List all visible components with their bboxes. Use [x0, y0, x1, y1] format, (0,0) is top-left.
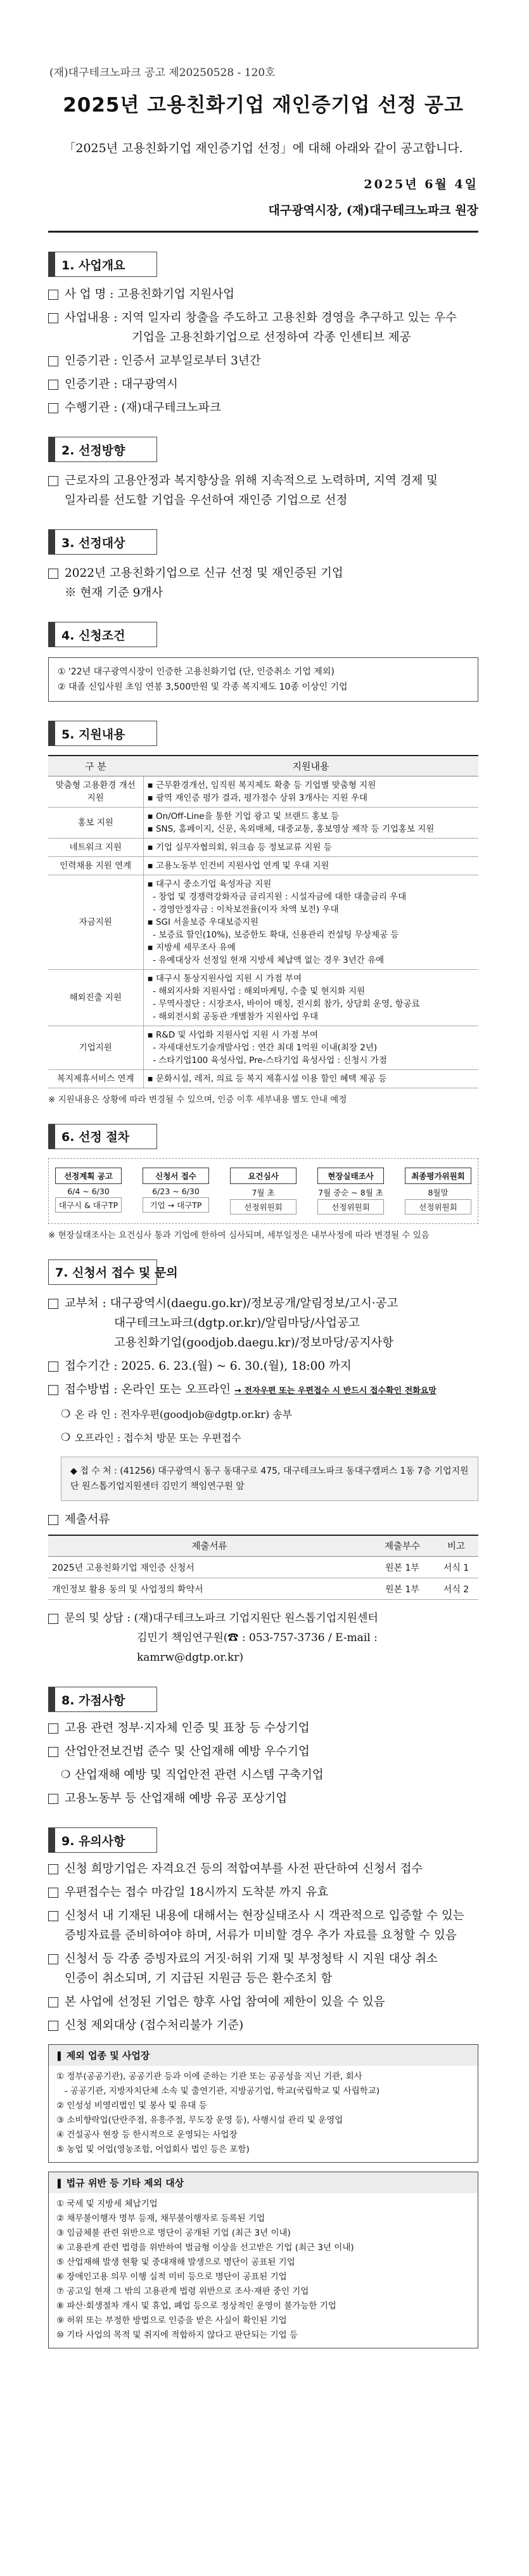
support-detail: [143, 1026, 478, 1069]
support-category: 인력채용 지원 연계: [48, 856, 143, 875]
support-detail-line: ▪ 근무환경개선, 임직원 복지제도 확충 등 기업별 맞춤형 지원: [147, 780, 376, 790]
support-footnote: ※ 지원내용은 상황에 따라 변경될 수 있으며, 인증 이후 세부내용 별도 안내 예정: [48, 1094, 347, 1105]
box-line: ③ 소비향락업(단란주점, 유흥주점, 무도장 운영 등), 사행시설 관리 및 운영업: [56, 2115, 343, 2125]
checkbox-icon: [48, 1911, 58, 1921]
checkbox-icon: [48, 2021, 58, 2031]
procedure-step-date: 8월말: [428, 1187, 449, 1197]
support-detail: [143, 776, 478, 807]
offline-item: ❍ 오프라인 : 접수처 방문 또는 우편접수: [48, 1428, 478, 1448]
table-row: [48, 1069, 478, 1088]
support-detail-line: ▪ SNS, 홈페이지, 신문, 옥외매체, 대중교통, 홍보영상 제작 등 기업홍보 지원: [147, 823, 435, 834]
checkbox-icon: [48, 1362, 58, 1372]
announcement-date: 2025년 6월 4일: [364, 177, 478, 191]
notice-number: (재)대구테크노파크 공고 제20250528 - 120호: [49, 67, 276, 79]
checkbox-icon: [48, 1747, 58, 1757]
checkbox-icon: [48, 380, 58, 390]
distribution-link[interactable]: 대구테크노파크(dgtp.or.kr)/알림마당/사업공고: [114, 1316, 360, 1330]
section-header-bonus: 8. 가점사항: [48, 1687, 157, 1712]
section-header-notes: 9. 유의사항: [48, 1827, 157, 1853]
online-email[interactable]: 온 라 인 : 전자우편(goodjob@dgtp.or.kr) 송부: [75, 1408, 293, 1420]
box-line: ⑨ 허위 또는 부정한 방법으로 인증을 받은 사실이 확인된 기업: [56, 2315, 287, 2326]
table-row: [48, 875, 478, 969]
box-title: ❚ 법규 위반 등 기타 제외 대상: [49, 2172, 478, 2193]
table-row: [48, 838, 478, 856]
support-category: 해외진출 지원: [48, 969, 143, 1026]
box-line: ⑤ 농업 및 어업(영농조합, 어업회사 법인 등은 포함): [56, 2144, 250, 2154]
condition-line: ② 대졸 신입사원 초임 연봉 3,500만원 및 각종 복지제도 10종 이상인 기업: [58, 682, 348, 692]
procedure-step-head: 요건심사: [230, 1168, 296, 1184]
support-category: 맞춤형 고용환경 개선지원: [48, 776, 143, 807]
excluded-violations-box: [48, 2172, 478, 2348]
direction-item-cont: 일자리를 선도할 기업을 우선하여 재인증 기업으로 선정: [65, 494, 348, 507]
procedure-step-role: 선정위원회: [317, 1199, 384, 1214]
support-detail-line: - 자세대선도기술개발사업 : 연간 최대 1억원 이내(최장 2년): [147, 1042, 378, 1053]
procedure-step-role: 선정위원회: [230, 1199, 296, 1214]
support-detail: [143, 856, 478, 875]
checkbox-icon: [48, 356, 58, 366]
section-bar: [49, 252, 55, 276]
procedure-step-head: 현장실태조사: [317, 1168, 384, 1184]
support-detail-line: ▪ SGI 서울보증 우대보증지원: [147, 917, 258, 927]
checkbox-icon: [48, 1954, 58, 1964]
table-header: 비고: [434, 1535, 478, 1557]
form-link[interactable]: 서식 2: [434, 1578, 478, 1600]
checkbox-icon: [48, 1794, 58, 1804]
box-body: [49, 2066, 478, 2162]
support-detail-line: - 스타기업100 육성사업, Pre-스타기업 육성사업 : 신청시 가점: [147, 1055, 387, 1066]
procedure-step: [317, 1168, 384, 1214]
support-detail-line: ▪ 고용노동부 인건비 지원사업 연계 및 우대 지원: [147, 860, 329, 871]
method-item: 접수방법 : 온라인 또는 오프라인 → 전자우편 또는 우편접수 시 반드시 접수확인 전화요망: [48, 1380, 478, 1401]
table-header: 지원내용: [143, 756, 478, 776]
support-category: 기업지원: [48, 1026, 143, 1069]
table-header-row: [48, 756, 478, 776]
bonus-item: 산업안전보건법 준수 및 산업재해 예방 우수기업: [48, 1742, 478, 1761]
note-item: 우편접수는 접수 마감일 18시까지 도착분 까지 유효: [48, 1883, 478, 1902]
procedure-step-role: 선정위원회: [405, 1199, 471, 1214]
support-detail-line: - 보증료 할인(10%), 보증한도 확대, 신용관리 컨설팅 무상제공 등: [147, 929, 399, 940]
procedure-step-date: 6/23 ~ 6/30: [152, 1186, 200, 1196]
procedure-step-role: 대구시 & 대구TP: [55, 1197, 122, 1213]
page-title: 2025년 고용친화기업 재인증기업 선정 공고: [63, 94, 464, 117]
online-item: [48, 1405, 478, 1424]
address-callout: ◆ 접 수 처 : (41256) 대구광역시 동구 동대구로 475, 대구테크노파크 동대구캠퍼스 1동 7층 기업지원단 원스톱기업지원센터 김민기 책임연구원 앞: [61, 1457, 478, 1501]
section-header-direction: 2. 선정방향: [48, 437, 157, 462]
support-detail: [143, 875, 478, 969]
support-detail-line: - 창업 및 경쟁력강화자금 금리지원 : 시설자금에 대한 대출금리 우대: [147, 891, 407, 902]
distribution-link[interactable]: 고용친화기업(goodjob.daegu.kr)/정보마당/공지사항: [114, 1336, 394, 1349]
table-row: [48, 807, 478, 838]
support-category: 네트워크 지원: [48, 838, 143, 856]
support-detail-line: - 무역사절단 : 시장조사, 바이어 매칭, 전시회 참가, 상담회 운영, 항공료: [147, 998, 420, 1009]
box-line: - 공공기관, 지방자치단체 소속 및 출연기관, 지방공기업, 학교(국립학교 및 사립학교): [56, 2086, 380, 2096]
conditions-box: [48, 657, 478, 702]
circle-icon: ❍: [61, 1407, 71, 1420]
overview-item: 사업내용 : 지역 일자리 창출을 주도하고 고용친화 경영을 추구하고 있는 우수: [48, 308, 478, 328]
procedure-step-date: 7월 초: [252, 1187, 275, 1197]
table-row: 개인정보 활용 동의 및 사업정의 확약서 원본 1부 서식 2: [48, 1578, 478, 1600]
support-detail-line: - 해외전시회 공동관 개별참가 지원사업 우대: [147, 1011, 319, 1022]
checkbox-icon: [48, 1864, 58, 1874]
excluded-industries-box: [48, 2044, 478, 2163]
box-line: ④ 건설공사 현장 등 한시적으로 운영되는 사업장: [56, 2130, 238, 2140]
procedure-step-date: 7월 중순 ~ 8월 초: [318, 1187, 383, 1197]
box-line: ② 채무불이행자 명부 등재, 채무불이행자로 등록된 기업: [56, 2213, 265, 2224]
bonus-item: 고용 관련 정부·지자체 인증 및 표창 등 수상기업: [48, 1718, 478, 1738]
support-detail-line: ▪ R&D 및 사업화 지원사업 지원 시 가점 부여: [147, 1029, 318, 1040]
table-row: [48, 776, 478, 807]
procedure-step-head: 최종평가위원회: [405, 1168, 471, 1184]
overview-item: 수행기관 : (재)대구테크노파크: [48, 398, 478, 418]
bonus-list: [48, 1718, 478, 1808]
issuing-organization: 대구광역시장, (재)대구테크노파크 원장: [268, 203, 478, 217]
box-line: ⑤ 산업재해 발생 현황 및 중대재해 발생으로 명단이 공표된 기업: [56, 2257, 295, 2267]
support-detail-line: ▪ On/Off-Line을 통한 기업 광고 및 브랜드 홍보 등: [147, 811, 340, 821]
note-item-cont: 증빙자료를 준비하여야 하며, 서류가 미비할 경우 추가 자료를 요청할 수 있음: [65, 1929, 457, 1942]
checkbox-icon: [48, 1299, 58, 1309]
support-detail-line: ▪ 대구시 통상지원사업 지원 시 가점 부여: [147, 973, 302, 984]
box-line: ⑧ 파산·회생절차 개시 및 휴업, 폐업 등으로 정상적인 운영이 불가능한 기업: [56, 2301, 336, 2311]
section-header-application: 7. 신청서 접수 및 문의: [48, 1259, 157, 1285]
support-detail-line: - 유예대상자 선정일 현재 지방세 체납액 없는 경우 3년간 유예: [147, 955, 385, 965]
box-line: ④ 고용관계 관련 법령을 위반하여 벌금형 이상을 선고받은 기업 (최근 3년 이내): [56, 2243, 354, 2253]
period-item: 접수기간 : 2025. 6. 23.(월) ~ 6. 30.(월), 18:00 까지: [48, 1356, 478, 1376]
support-table: [48, 755, 478, 1088]
overview-item: 인증기관 : 대구광역시: [48, 375, 478, 394]
support-detail-line: - 경영안정자금 : 이차보전율(이자 차액 보전) 우대: [147, 904, 339, 915]
support-detail-line: ▪ 문화시설, 레저, 의료 등 복지 제휴시설 이용 할인 혜택 제공 등: [147, 1073, 387, 1084]
box-line: ⑩ 기타 사업의 목적 및 취지에 적합하지 않다고 판단되는 기업 등: [56, 2330, 298, 2340]
box-line: ③ 임금체불 관련 위반으로 명단이 공개된 기업 (최근 3년 이내): [56, 2228, 291, 2238]
box-title: ❚ 제외 업종 및 사업장: [49, 2045, 478, 2066]
checkbox-icon: [48, 1614, 58, 1624]
condition-line: ① '22년 대구광역시장이 인증한 고용친화기업 (단, 인증취소 기업 제외): [58, 667, 335, 677]
procedure-flow: [48, 1158, 478, 1224]
intro-text: 「2025년 고용친화기업 재인증기업 선정」에 대해 아래와 같이 공고합니다.: [63, 141, 463, 155]
support-detail-line: ▪ 대구시 중소기업 육성자금 지원: [147, 879, 272, 889]
overview-item-cont: 기업을 고용친화기업으로 선정하여 각종 인센티브 제공: [132, 331, 411, 344]
form-link[interactable]: 서식 1: [434, 1557, 478, 1578]
documents-table: [48, 1535, 478, 1600]
target-note: ※ 현재 기준 9개사: [65, 586, 163, 600]
overview-item: 인증기관 : 인증서 교부일로부터 3년간: [48, 351, 478, 371]
checkbox-icon: [48, 403, 58, 413]
checkbox-icon: [48, 1385, 58, 1395]
note-item: 신청 제외대상 (접수처리불가 기준): [48, 2016, 478, 2035]
note-item-cont: 인증이 취소되며, 기 지급된 지원금 등은 환수조치 함: [65, 1972, 333, 1985]
section-header-procedure: 6. 선정 절차: [48, 1124, 157, 1149]
procedure-step: [230, 1168, 296, 1214]
support-detail: [143, 969, 478, 1026]
docs-title-item: 제출서류: [48, 1510, 478, 1530]
checkbox-icon: [48, 290, 58, 300]
overview-list: [48, 285, 478, 418]
checkbox-icon: [48, 569, 58, 579]
overview-item: 사 업 명 : 고용친화기업 지원사업: [48, 285, 478, 304]
support-detail-line: ▪ 광역 재인증 평가 결과, 평가점수 상위 3개사는 지원 우대: [147, 792, 368, 803]
table-header: 제출서류: [48, 1535, 371, 1557]
note-item: 본 사업에 선정된 기업은 향후 사업 참여에 제한이 있을 수 있음: [48, 1992, 478, 2012]
checkbox-icon: [48, 1997, 58, 2007]
notes-list: [48, 1859, 478, 2035]
box-line: ⑥ 장애인고용 의무 이행 실적 미비 등으로 명단이 공표된 기업: [56, 2272, 287, 2282]
divider: [48, 231, 478, 233]
support-detail: [143, 838, 478, 856]
checkbox-icon: [48, 313, 58, 323]
direction-item: 근로자의 고용안정과 복지향상을 위해 지속적으로 노력하며, 지역 경제 및: [48, 471, 478, 491]
procedure-step-head: 선정계획 공고: [55, 1168, 122, 1184]
support-detail: [143, 807, 478, 838]
inquiry-item: 문의 및 상담 : (재)대구테크노파크 기업지원단 원스톱기업지원센터: [48, 1609, 478, 1628]
table-row: [48, 969, 478, 1026]
procedure-step-date: 6/4 ~ 6/30: [67, 1186, 110, 1196]
table-row: [48, 1026, 478, 1069]
box-line: ② 인성성 비영리법인 및 봉사 및 유대 등: [56, 2101, 207, 2111]
checkbox-icon: [48, 1888, 58, 1898]
table-header: 구 분: [48, 756, 143, 776]
table-header: 제출부수: [371, 1535, 434, 1557]
bonus-item: ❍ 산업재해 예방 및 직업안전 관련 시스템 구축기업: [48, 1765, 478, 1785]
procedure-step-head: 신청서 접수: [143, 1168, 209, 1184]
section-header-overview: 1. 사업개요: [48, 252, 157, 277]
bonus-item: 고용노동부 등 산업재해 예방 유공 포상기업: [48, 1789, 478, 1808]
support-detail-line: ▪ 지방세 세무조사 유예: [147, 942, 236, 953]
table-row: 2025년 고용친화기업 재인증 신청서 원본 1부 서식 1: [48, 1557, 478, 1578]
distribution-link[interactable]: 대구광역시(daegu.go.kr)/정보공개/알림정보/고시·공고: [110, 1296, 398, 1310]
box-line: ⑦ 공고일 현재 그 밖의 고용관계 법령 위반으로 조사·재판 중인 기업: [56, 2286, 309, 2296]
inquiry-contact[interactable]: 김민기 책임연구원(☎ : 053-757-3736 / E-mail : kamrw@dgtp.or.kr): [137, 1632, 378, 1664]
section-header-conditions: 4. 신청조건: [48, 622, 157, 647]
distribution-item: 교부처 : 대구광역시(daegu.go.kr)/정보공개/알림정보/고시·공고: [48, 1294, 478, 1313]
section-header-target: 3. 선정대상: [48, 529, 157, 555]
section-header-support: 5. 지원내용: [48, 721, 157, 746]
procedure-step: [405, 1168, 471, 1214]
support-detail: [143, 1069, 478, 1088]
note-item: 신청 희망기업은 자격요건 등의 적합여부를 사전 판단하여 신청서 접수: [48, 1859, 478, 1879]
procedure-step-role: 기업 → 대구TP: [143, 1197, 209, 1213]
support-table-body: [48, 776, 478, 1088]
support-detail-line: - 해외지사화 지원사업 : 해외마케팅, 수출 및 현지화 지원: [147, 986, 366, 996]
support-detail-line: ▪ 기업 실무자협의회, 워크숍 등 정보교류 지원 등: [147, 842, 332, 853]
support-category: 자금지원: [48, 875, 143, 969]
box-line: ① 정부(공공기관), 공공기관 등과 이에 준하는 기관 또는 공공성을 지닌 기관, 회사: [56, 2071, 362, 2082]
support-category: 홍보 지원: [48, 807, 143, 838]
box-body: [49, 2193, 478, 2348]
procedure-footnote: ※ 현장실태조사는 요건심사 통과 기업에 한하여 심사되며, 세부일정은 내부사정에 따라 변경될 수 있음: [48, 1230, 430, 1240]
note-item: 신청서 내 기재된 내용에 대해서는 현장실태조사 시 객관적으로 입증할 수 있는: [48, 1906, 478, 1926]
checkbox-icon: [48, 1515, 58, 1525]
circle-icon: ❍: [61, 1768, 71, 1781]
table-row: [48, 856, 478, 875]
checkbox-icon: [48, 476, 58, 486]
note-item: 신청서 등 각종 증빙자료의 거짓·허위 기재 및 부정청탁 시 지원 대상 취소: [48, 1949, 478, 1969]
checkbox-icon: [48, 1723, 58, 1734]
method-warning: → 전자우편 또는 우편접수 시 반드시 접수확인 전화요망: [234, 1386, 437, 1396]
procedure-step: [143, 1168, 209, 1214]
procedure-step: [55, 1168, 122, 1214]
target-item: 2022년 고용친화기업으로 신규 선정 및 재인증된 기업: [48, 564, 478, 583]
support-category: 복지제휴서비스 연계: [48, 1069, 143, 1088]
circle-icon: ❍: [61, 1431, 71, 1444]
box-line: ① 국세 및 지방세 체납기업: [56, 2199, 158, 2209]
